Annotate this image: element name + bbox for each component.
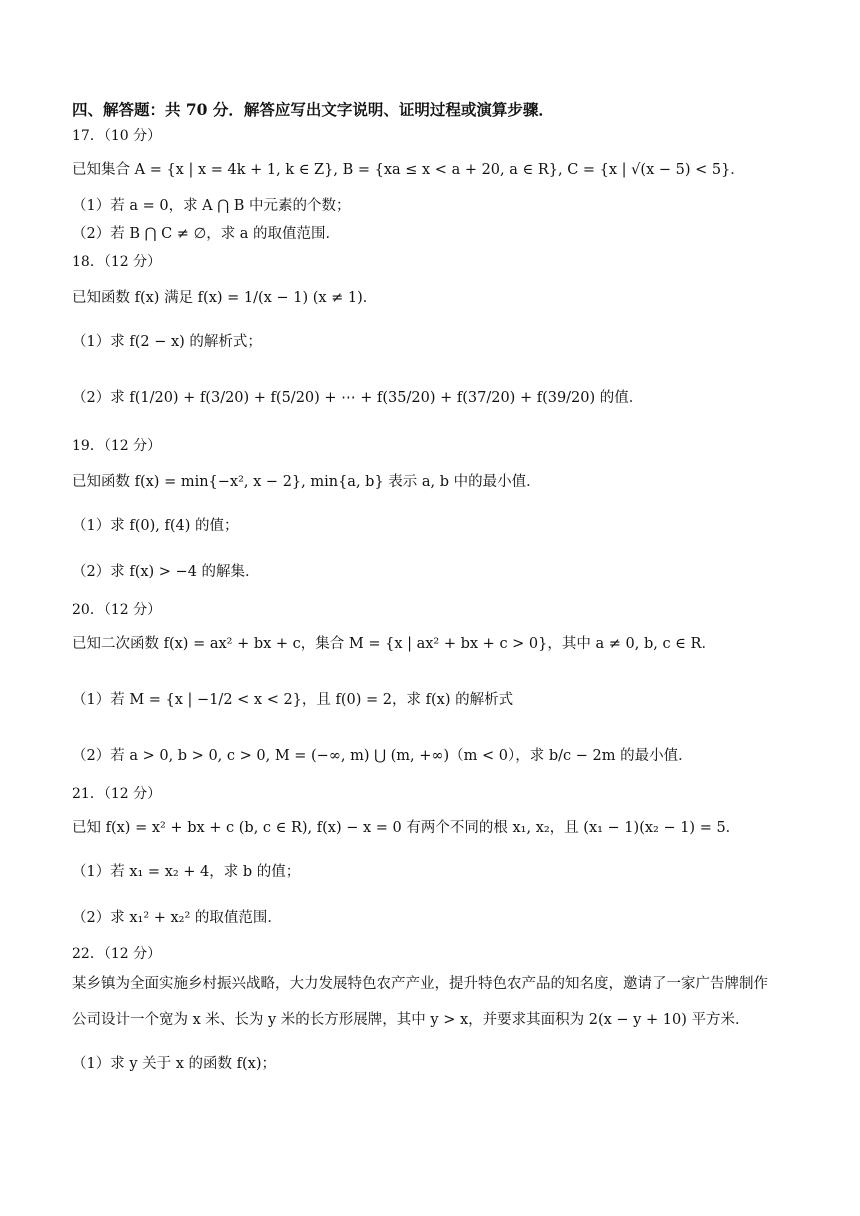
problem-22-part-1: （1）求 y 关于 x 的函数 f(x)； bbox=[72, 1056, 276, 1072]
problem-22-stem-line-2: 公司设计一个宽为 x 米、长为 y 米的长方形展牌，其中 y > x，并要求其面积为 2(x − y + 10) 平方米． bbox=[72, 1012, 750, 1028]
problem-18-number: 18．（12 分） bbox=[72, 254, 162, 270]
problem-20-stem: 已知二次函数 f(x) = ax² + bx + c，集合 M = {x | ax² + bx + c > 0}，其中 a ≠ 0, b, c ∈ R． bbox=[72, 636, 716, 652]
problem-17-part-2: （2）若 B ⋂ C ≠ ∅，求 a 的取值范围． bbox=[72, 226, 341, 242]
problem-18-part-2: （2）求 f(1/20) + f(3/20) + f(5/20) + ⋯ + f(35/20) + f(37/20) + f(39/20) 的值． bbox=[72, 390, 644, 406]
problem-19-number: 19．（12 分） bbox=[72, 438, 162, 454]
problem-18-stem: 已知函数 f(x) 满足 f(x) = 1/(x − 1) (x ≠ 1)． bbox=[72, 290, 378, 306]
problem-22-number: 22．（12 分） bbox=[72, 946, 162, 962]
problem-17-stem: 已知集合 A = {x | x = 4k + 1, k ∈ Z}, B = {xa ≤ x < a + 20, a ∈ R}, C = {x | √(x − 5) < 5}． bbox=[72, 162, 745, 178]
problem-17-part-1: （1）若 a = 0，求 A ⋂ B 中元素的个数； bbox=[72, 198, 351, 214]
problem-20-part-1: （1）若 M = {x | −1/2 < x < 2}，且 f(0) = 2，求 f(x) 的解析式 bbox=[72, 692, 514, 708]
problem-20-part-2: （2）若 a > 0, b > 0, c > 0, M = (−∞, m) ⋃ (m, +∞)（m < 0），求 b/c − 2m 的最小值． bbox=[72, 748, 693, 764]
problem-21-stem: 已知 f(x) = x² + bx + c (b, c ∈ R), f(x) − x = 0 有两个不同的根 x₁, x₂，且 (x₁ − 1)(x₂ − 1) = 5． bbox=[72, 820, 741, 836]
problem-19-part-2: （2）求 f(x) > −4 的解集． bbox=[72, 564, 260, 580]
problem-19-part-1: （1）求 f(0), f(4) 的值； bbox=[72, 518, 239, 534]
problem-20-number: 20．（12 分） bbox=[72, 602, 162, 618]
problem-17-number: 17．（10 分） bbox=[72, 128, 162, 144]
problem-19-stem: 已知函数 f(x) = min{−x², x − 2}, min{a, b} 表示 a, b 中的最小值． bbox=[72, 474, 541, 490]
problem-21-part-1: （1）若 x₁ = x₂ + 4，求 b 的值； bbox=[72, 864, 301, 880]
problem-18-part-1: （1）求 f(2 − x) 的解析式； bbox=[72, 334, 262, 350]
section-title: 四、解答题：共 70 分．解答应写出文字说明、证明过程或演算步骤． bbox=[72, 100, 554, 119]
problem-21-part-2: （2）求 x₁² + x₂² 的取值范围． bbox=[72, 910, 282, 926]
problem-22-stem-line-1: 某乡镇为全面实施乡村振兴战略，大力发展特色农产产业，提升特色农产品的知名度，邀请了一家广告牌制作 bbox=[72, 976, 768, 992]
problem-21-number: 21．（12 分） bbox=[72, 786, 162, 802]
